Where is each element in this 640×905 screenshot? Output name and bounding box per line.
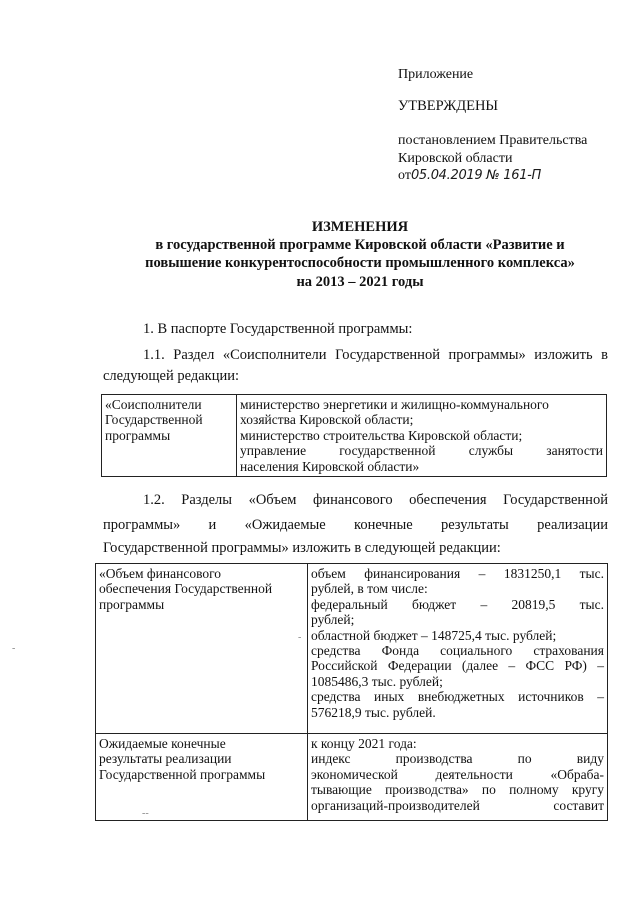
paragraph-1-1-line-2: следующей редакции: (103, 368, 240, 384)
table-cell-label (96, 734, 308, 821)
cell-line-justified: средства Фонда социального страхования (311, 643, 604, 659)
paragraph-1-2-line-1 (143, 491, 608, 509)
cell-line: хозяйства Кировской области; (240, 412, 414, 428)
cell-line: 1085486,3 тыс. рублей; (311, 673, 443, 689)
cell-line: Государственной (105, 412, 203, 428)
appendix-label: Приложение (398, 67, 474, 82)
word: результаты (440, 517, 509, 533)
word: обеспечения (409, 492, 487, 508)
title-line-4: на 2013 – 2021 годы (296, 273, 424, 290)
word: 1.2. (143, 492, 165, 508)
cell-line-justified: индекс производства по виду (311, 751, 604, 767)
decree-line-3 (398, 167, 587, 185)
title-line-1: ИЗМЕНЕНИЯ (311, 219, 409, 235)
word: программы» (103, 517, 181, 533)
cell-line: программы (105, 427, 171, 443)
table-row (102, 395, 607, 477)
paragraph-1-1-line-1: 1.1. Раздел «Соисполнители Государственной программы» изложить в (143, 347, 608, 363)
cell-line-justified: средства иных внебюджетных источников – (311, 689, 604, 705)
cell-line-justified: объем финансирования – 1831250,1 тыс. (311, 566, 604, 581)
title-line-3: повышение конкурентоспособности промышленного комплекса» (145, 255, 575, 272)
word: и (208, 517, 217, 533)
cell-line-justified (240, 397, 603, 412)
cell-line: результаты реализации (99, 751, 232, 767)
table-row (96, 734, 608, 821)
decree-line-2: Кировской области (398, 150, 513, 166)
word: финансового (312, 492, 393, 508)
paragraph-1: 1. В паспорте Государственной программы: (143, 321, 413, 337)
document-title (110, 218, 610, 291)
coexecutors-table (101, 394, 607, 477)
cell-line: Ожидаемые конечные (99, 736, 226, 751)
title-line-2: в государственной программе Кировской области «Развитие и (155, 237, 565, 254)
cell-line-justified: организаций-производителей составит (311, 797, 604, 813)
cell-line-justified: федеральный бюджет – 20819,5 тыс. (311, 596, 604, 612)
table-row (96, 564, 608, 734)
cell-line-justified: тывающие производства» по полному кругу (311, 782, 604, 798)
cell-line: к концу 2021 года: (311, 736, 417, 751)
table-cell-value (237, 395, 607, 477)
table-cell-label (102, 395, 237, 477)
paragraph-1-2-line-3: Государственной программы» изложить в следующей редакции: (103, 540, 501, 556)
table-cell-value (308, 734, 608, 821)
decree-prefix: от (398, 168, 411, 183)
table-cell-label (96, 564, 308, 734)
program-parameters-table (95, 563, 608, 821)
decree-line-1: постановлением Правительства (398, 133, 588, 148)
paragraph-1-2-line-2 (103, 516, 608, 534)
word: конечные (354, 517, 413, 533)
decree-reference (398, 132, 587, 185)
cell-line: «Объем финансового (99, 566, 222, 581)
scan-speck: -- (142, 808, 149, 819)
word: «Ожидаемые (244, 517, 326, 533)
word: «Объем (248, 492, 297, 508)
scan-speck: - (12, 643, 16, 654)
cell-line: программы (99, 596, 165, 612)
cell-line-justified: Российской Федерации (далее – ФСС РФ) – (311, 658, 604, 674)
cell-line: областной бюджет – 148725,4 тыс. рублей; (311, 627, 557, 643)
word: Государственной (503, 492, 608, 508)
cell-line-justified: управление государственной службы занятости (240, 443, 603, 459)
cell-line-justified: экономической деятельности «Обраба- (311, 766, 604, 782)
table-cell-value (308, 564, 608, 734)
cell-line: обеспечения Государственной (99, 581, 273, 597)
cell-text: министерство энергетики и жилищно-коммунального (240, 397, 549, 412)
cell-line: министерство строительства Кировской области; (240, 427, 523, 443)
cell-line: Государственной программы (99, 766, 266, 782)
cell-line: «Соисполнители (105, 397, 202, 412)
cell-line: населения Кировской области» (240, 458, 420, 474)
cell-line: рублей, в том числе: (311, 581, 428, 597)
cell-line: 576218,9 тыс. рублей. (311, 704, 436, 720)
cell-line: рублей; (311, 612, 355, 628)
word: реализации (537, 517, 608, 533)
approved-label: УТВЕРЖДЕНЫ (398, 98, 499, 114)
decree-date-number: 05.04.2019 № 161-П (410, 168, 542, 183)
word: Разделы (181, 492, 233, 508)
scan-speck: - (298, 632, 302, 643)
